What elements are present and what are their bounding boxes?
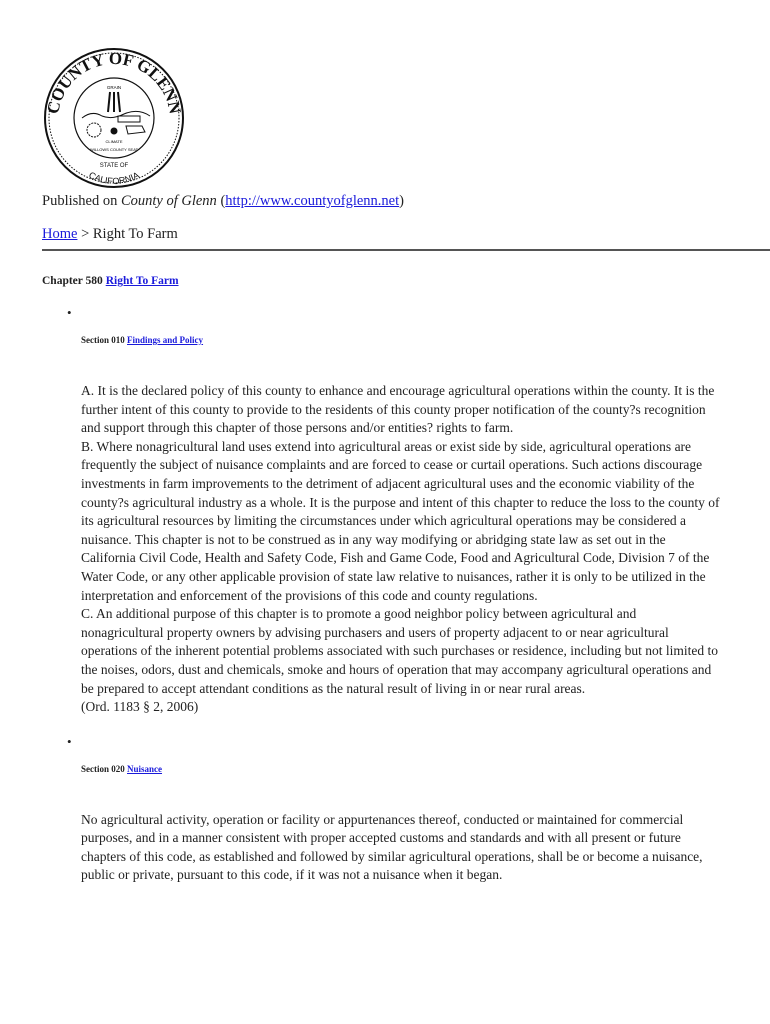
breadcrumb-current: Right To Farm xyxy=(92,226,178,242)
section-item xyxy=(67,735,770,885)
section-body xyxy=(81,811,721,885)
list-bullet: • xyxy=(67,733,72,749)
section-item xyxy=(67,306,770,717)
site-url-link[interactable]: http://www.countyofglenn.net xyxy=(225,193,400,209)
ordinance-reference: (Ord. 1183 § 2, 2006) xyxy=(81,699,199,715)
section-number: Section 010 xyxy=(81,335,127,345)
section-title-link[interactable]: Findings and Policy xyxy=(127,335,204,345)
paren-close: ) xyxy=(399,193,404,209)
section-heading xyxy=(81,334,770,346)
section-heading xyxy=(81,763,770,775)
paragraph: No agricultural activity, operation or facility or appurtenances thereof, conducted or maintained for commercial purposes, and in a manner consistent with proper accepted customs and standards and with all present or future chapters of this code, as established and followed by similar agricultural operations, shall be or become a nuisance, public or private, pursuant to this code, if it was not a nuisance when it began. xyxy=(81,811,703,883)
breadcrumb-home-link[interactable]: Home xyxy=(42,226,78,242)
divider xyxy=(42,249,770,251)
paren-open: ( xyxy=(216,193,226,209)
chapter-number: Chapter 580 xyxy=(42,275,106,287)
svg-text:CLIMATE: CLIMATE xyxy=(105,139,123,144)
svg-text:WILLOWS COUNTY SEAT: WILLOWS COUNTY SEAT xyxy=(89,147,139,152)
paragraph: B. Where nonagricultural land uses extend into agricultural areas or exist side by side, agricultural operations are frequently the subject of nuisance complaints and are forced to cease or curtail operations. Such actions discourage investments in farm improvements to the detriment of adjacent agricultural uses and the economic viability of the county?s agricultural industry as a whole. It is the purpose and intent of this chapter to reduce the loss to the county of its agricultural resources by limiting the circumstances under which agricultural operations may be considered a nuisance. This chapter is not to be construed as in any way modifying or abridging state law as set out in the California Civil Code, Health and Safety Code, Fish and Game Code, Food and Agricultural Code, Division 7 of the Water Code, or any other applicable provision of state law relative to nuisances, rather it is only to be utilized in the interpretation and enforcement of the provisions of this code and county regulations. xyxy=(81,438,720,603)
svg-text:CALIFORNIA: CALIFORNIA xyxy=(87,169,141,187)
county-seal-logo xyxy=(42,40,184,190)
chapter-title-link[interactable]: Right To Farm xyxy=(105,275,179,287)
breadcrumb-separator: > xyxy=(77,226,93,242)
published-prefix: Published on xyxy=(42,193,121,209)
section-title-link[interactable]: Nuisance xyxy=(127,763,163,774)
chapter-heading xyxy=(42,274,770,288)
section-body xyxy=(81,382,721,717)
published-on-line xyxy=(42,192,770,210)
section-number: Section 020 xyxy=(81,763,127,774)
svg-text:STATE OF: STATE OF xyxy=(99,163,129,169)
breadcrumb xyxy=(42,225,770,243)
paragraph: A. It is the declared policy of this county to enhance and encourage agricultural operations within the county. It is the further intent of this county to provide to the residents of this county proper notification of the county?s recognition and support through this chapter of those persons and/or entities? rights to farm. xyxy=(81,383,715,436)
paragraph: C. An additional purpose of this chapter is to promote a good neighbor policy between agricultural and nonagricultural property owners by advising purchasers and users of property adjacent to or near agricultural operations of the inherent potential problems associated with such purchases or residence, including but not limited to the noises, odors, dust and chemicals, smoke and hours of operation that may accompany agricultural operations and be prepared to accept attendant conditions as the natural result of living in or near rural areas. xyxy=(81,606,718,696)
list-bullet: • xyxy=(67,305,72,320)
svg-text:GRAIN: GRAIN xyxy=(106,85,122,90)
svg-text:COUNTY OF GLENN: COUNTY OF GLENN xyxy=(43,48,184,116)
site-name: County of Glenn xyxy=(120,193,217,209)
